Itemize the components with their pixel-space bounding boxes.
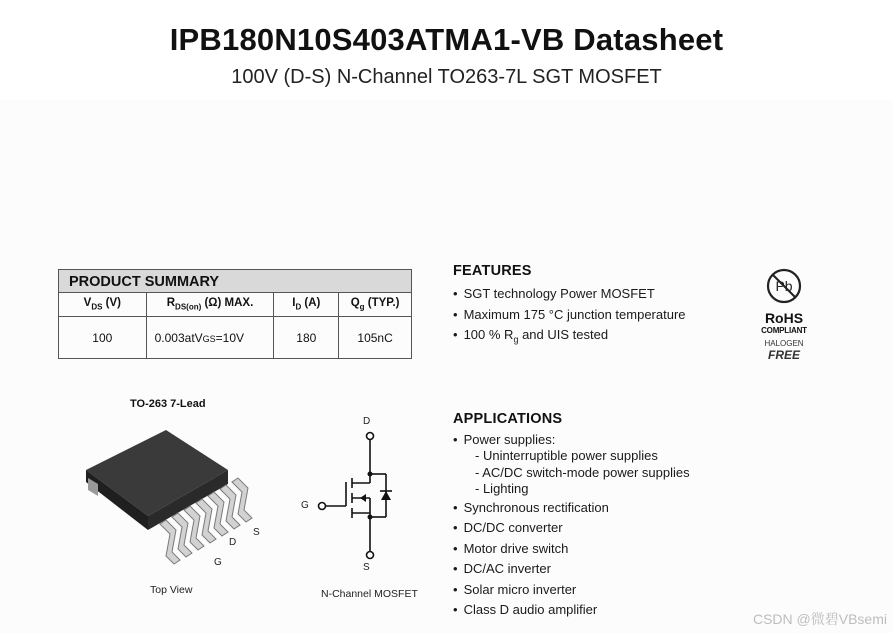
rohs-title: RoHS [764,310,804,326]
list-item: • SGT technology Power MOSFET [453,284,686,305]
list-item: - AC/DC switch-mode power supplies [453,465,690,482]
col-qg: $Q_g$ (TYP.) [339,293,412,317]
package-pin-d-label: D [229,537,237,548]
list-item: • Power supplies: [453,431,690,448]
package-label: TO-263 7-Lead [130,398,206,410]
col-id: $I_D$ (A) [274,293,339,317]
value-rds-on: 0.003atVGS=10V [146,317,274,359]
package-pin-g-label: G [214,557,222,568]
col-vds: $V_{DS}$ (V) [59,293,147,317]
package-pin-s-label: S [253,527,260,538]
rohs-logo [752,266,816,362]
applications-list [453,431,690,621]
datasheet-title: IPB180N10S403ATMA1-VB Datasheet [169,22,724,57]
n-channel-mosfet-symbol [310,410,420,580]
product-summary-heading: PRODUCT SUMMARY [59,270,412,293]
value-qg: 105nC [339,317,412,359]
schematic-gate-label: G [301,500,309,511]
features-heading: FEATURES [453,263,532,279]
value-id: 180 [274,317,339,359]
list-item: - Uninterruptible power supplies [453,448,690,465]
list-item: • DC/AC inverter [453,559,690,580]
applications-heading: APPLICATIONS [453,411,563,427]
list-item: - Lighting [453,481,690,498]
list-item: • DC/DC converter [453,518,690,539]
list-item: • Solar micro inverter [453,580,690,601]
watermark: CSDN @微碧VBsemi [752,611,887,627]
schematic-drain-label: D [363,416,371,427]
top-view-label: Top View [150,584,193,596]
svg-text:Pb: Pb [775,278,793,294]
to263-package-image [78,418,278,578]
schematic-caption: N-Channel MOSFET [321,588,418,600]
list-item: • 100 % $R_g$ and UIS tested [453,325,686,346]
datasheet-subtitle: 100V (D-S) N-Channel TO263-7L SGT MOSFET [231,66,662,88]
col-rds-on: $R_{DS(on)}$ (Ω) MAX. [146,293,274,317]
product-summary-table [58,269,412,359]
schematic-source-label: S [363,562,370,573]
list-item: • Class D audio amplifier [453,600,690,621]
list-item: • Maximum 175 °C junction temperature [453,305,686,326]
rohs-compliant: COMPLIANT [761,326,807,335]
no-lead-icon [764,266,804,306]
table-row [59,317,412,359]
value-vds: 100 [59,317,147,359]
list-item: • Motor drive switch [453,539,690,560]
halogen-label: HALOGEN [764,339,804,348]
free-label: FREE [767,348,800,362]
list-item: • Synchronous rectification [453,498,690,519]
features-list [453,284,686,346]
table-header-row [59,293,412,317]
